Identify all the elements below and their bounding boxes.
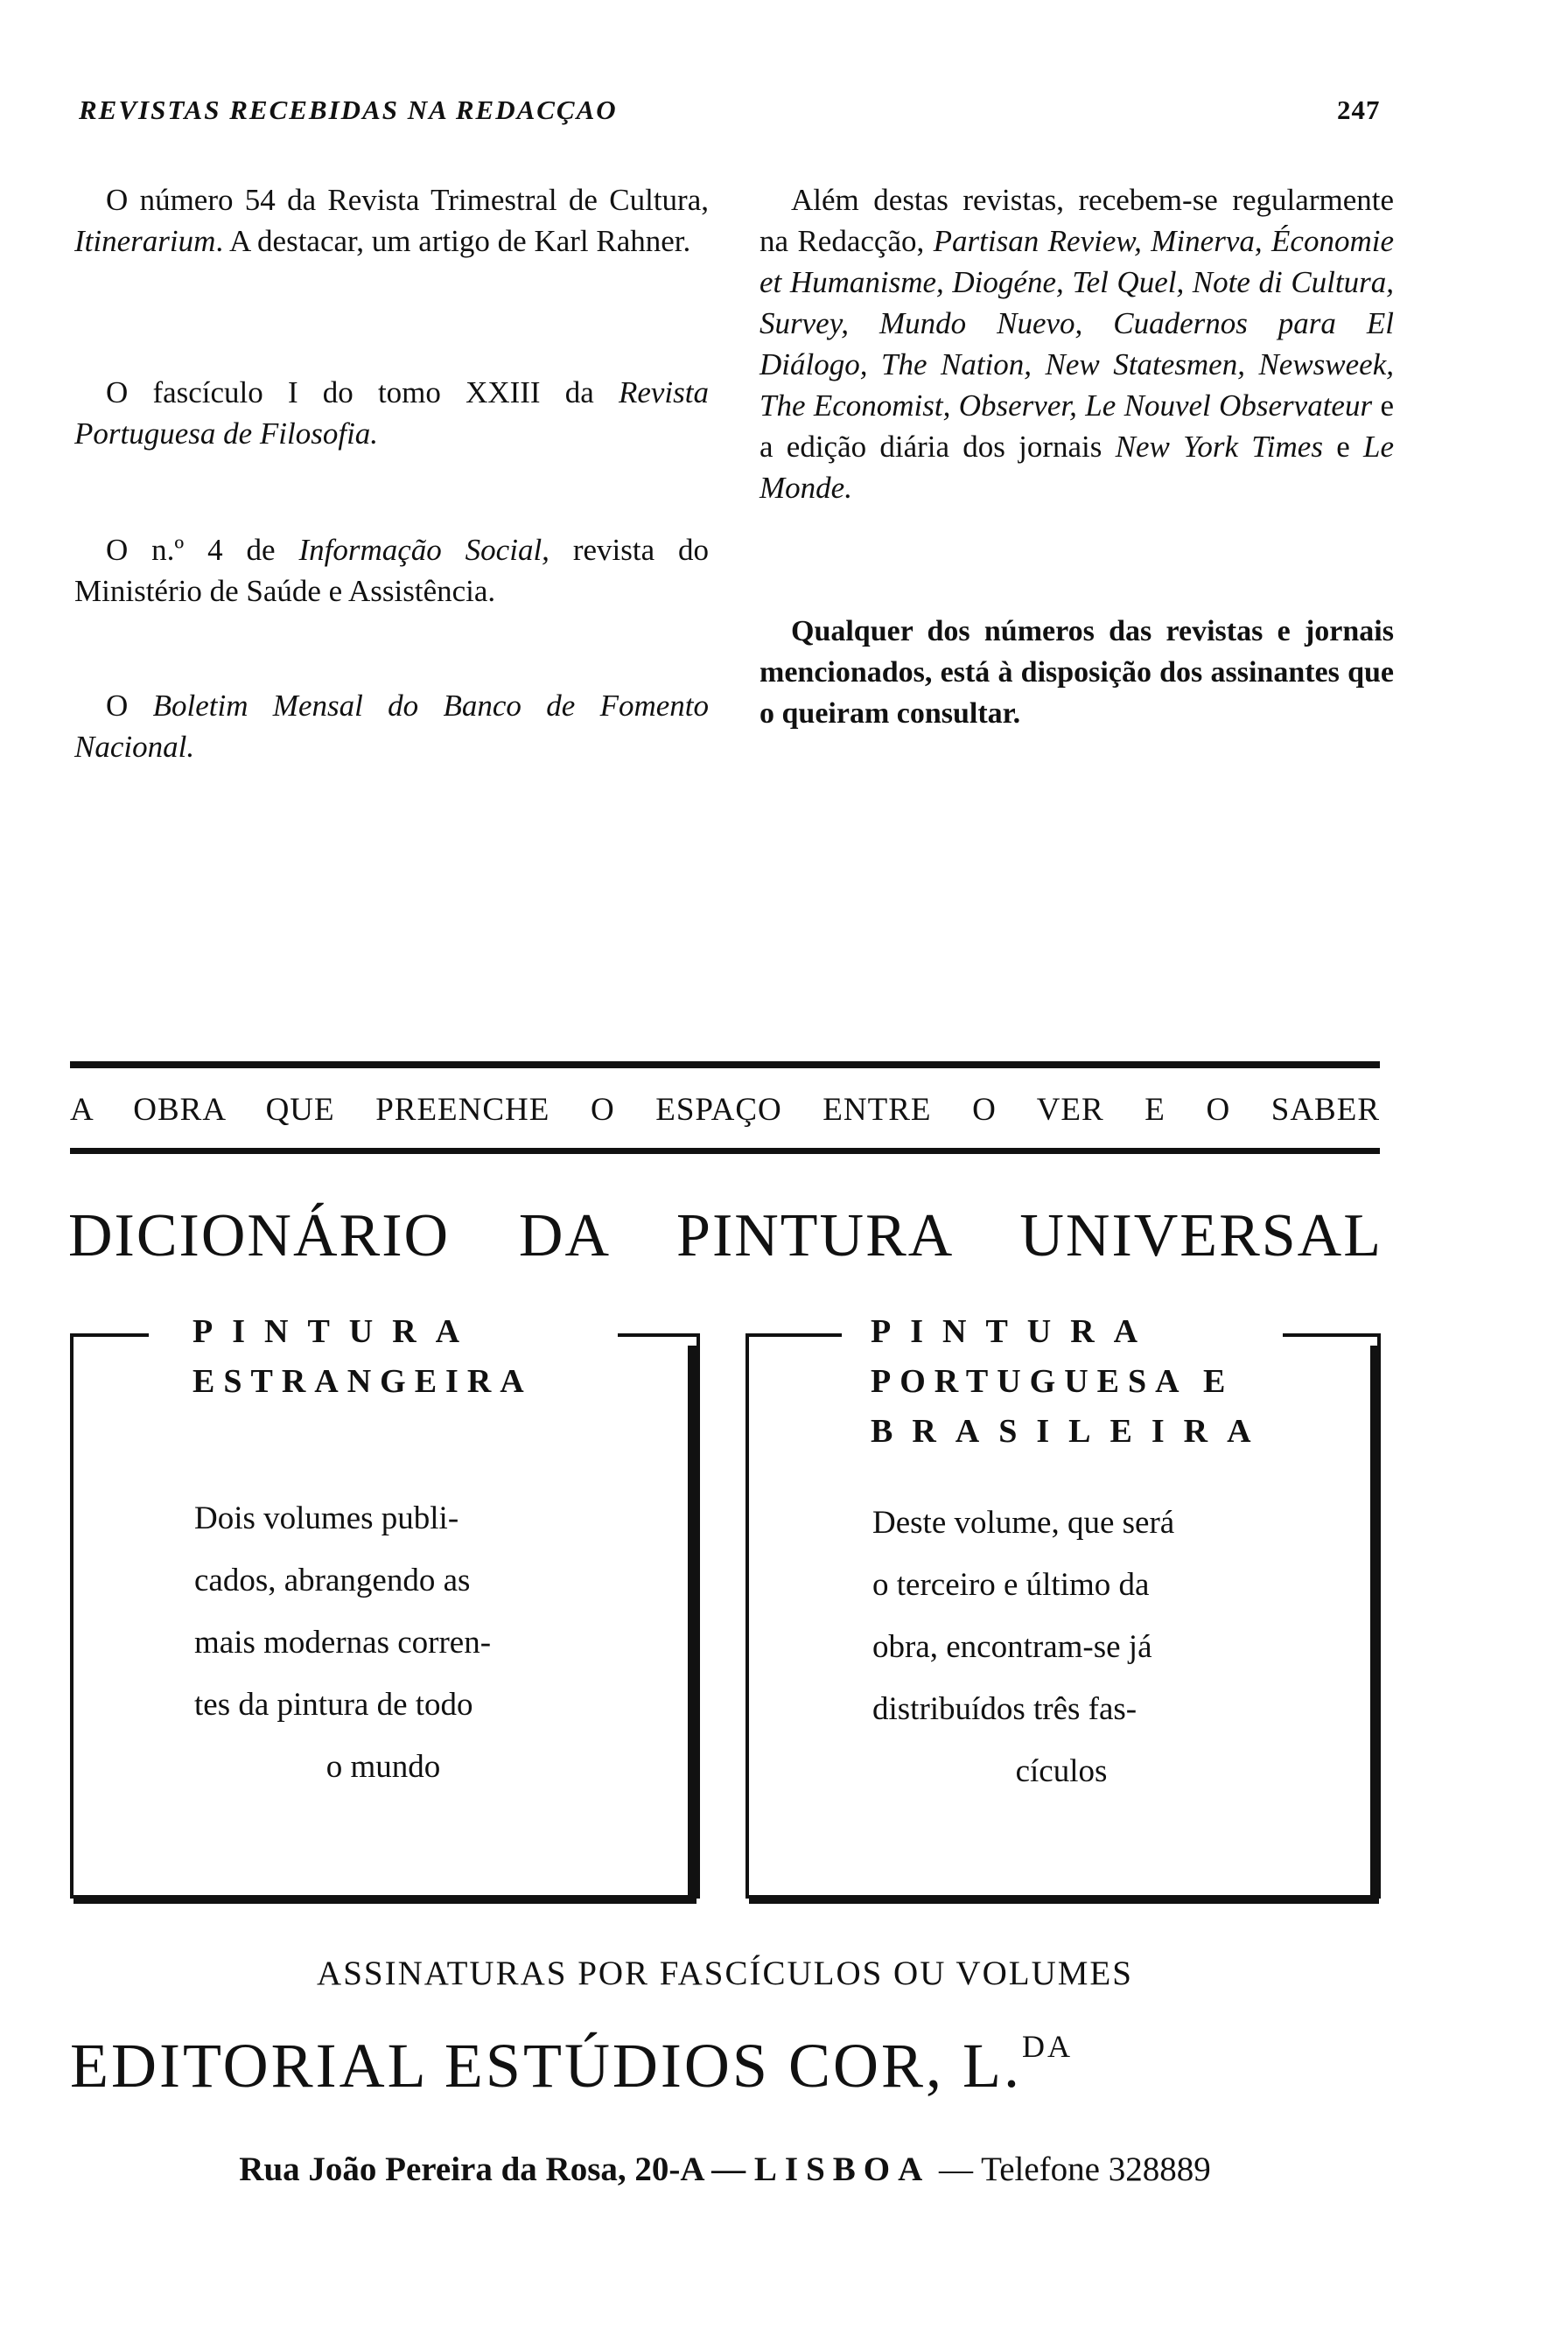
left-column (74, 179, 709, 262)
ad-tagline: A OBRA QUE PREENCHE O ESPAÇO ENTRE O VER E O SABER (70, 1092, 1380, 1128)
box-line: mais modernas corren- (194, 1625, 492, 1661)
magazines-paragraph (760, 179, 1394, 508)
box-right-shadow (1370, 1346, 1379, 1899)
item-revista-filosofia (74, 372, 709, 454)
item-italic: Revista Portuguesa de Filosofia. (74, 375, 709, 451)
heading-line: PINTURA (192, 1313, 480, 1350)
para-text: Além destas revistas, recebem-se regularmente na Redacção, (760, 183, 1394, 258)
para-italic: Partisan Review, Minerva, Économie et Humanisme, Diogéne, Tel Quel, Note di Cultura, Survey, Mundo Nuevo, Cuadernos para El Diálogo, The Nation, New Statesmen, Newsweek, The Economist, Observer, Le Nouvel Observateur (760, 224, 1394, 423)
box-left-shadow (688, 1346, 696, 1899)
box-line: cados, abrangendo as (194, 1563, 471, 1598)
box-left-shadow (74, 1895, 696, 1904)
subscriptions-line: ASSINATURAS POR FASCÍCULOS OU VOLUMES (317, 1955, 1133, 1992)
para-text: e (1322, 430, 1363, 464)
box-left-text (194, 1487, 572, 1798)
para-italic: Le Monde. (760, 430, 1394, 505)
ad-title: DICIONÁRIO DA PINTURA UNIVERSAL (68, 1202, 1382, 1269)
right-column (760, 179, 1394, 508)
item-italic: Boletim Mensal do Banco de Fomento Nacional. (74, 689, 709, 764)
item-text: . A destacar, um artigo de Karl Rahner. (215, 224, 691, 258)
item-boletim-mensal (74, 685, 709, 767)
address-city: LISBOA (753, 2151, 931, 2188)
box-line: Dois volumes publi- (194, 1500, 459, 1536)
heading-line: BRASILEIRA (871, 1413, 1270, 1450)
left-column-item4 (74, 685, 709, 767)
box-line: distribuídos três fas- (872, 1691, 1138, 1727)
publisher-address (70, 2150, 1380, 2189)
left-column-item3 (74, 529, 709, 612)
address-phone: — Telefone 328889 (930, 2151, 1211, 2188)
box-right-shadow (749, 1895, 1379, 1904)
para-italic: New York Times (1115, 430, 1323, 464)
item-text: revista do Ministério de Saúde e Assistência. (74, 533, 709, 608)
box-right-text (872, 1492, 1250, 1802)
left-column-item2 (74, 372, 709, 454)
box-line: tes da pintura de todo (194, 1687, 473, 1723)
publisher-text: EDITORIAL ESTÚDIOS COR, L. (70, 2031, 1022, 2101)
box-line: Deste volume, que será (872, 1505, 1175, 1541)
box-right-heading (871, 1307, 1270, 1457)
box-line: obra, encontram-se já (872, 1629, 1152, 1665)
item-text: O fascículo I do tomo XXIII da (106, 375, 619, 409)
heading-line: ESTRANGEIRA (192, 1363, 533, 1400)
box-line: cículos (1015, 1753, 1108, 1789)
availability-notice (760, 611, 1394, 734)
item-italic: Informação Social, (298, 533, 550, 567)
publisher-name (70, 2028, 1380, 2102)
item-text: O número 54 da Revista Trimestral de Cultura, (106, 183, 709, 217)
box-line: o mundo (326, 1749, 441, 1785)
para-text: e a edição diária dos jornais (760, 388, 1394, 464)
item-itinerarium (74, 179, 709, 262)
ad-tagline-rule (70, 1148, 1380, 1154)
heading-line: PINTURA (871, 1313, 1158, 1350)
address-street: Rua João Pereira da Rosa, 20-A — (239, 2151, 754, 2188)
box-line: o terceiro e último da (872, 1567, 1150, 1603)
notice-text: Qualquer dos números das revistas e jornais mencionados, está à disposição dos assinantes que o queiram consultar. (760, 615, 1394, 730)
page-number: 247 (1337, 94, 1381, 125)
item-italic: Itinerarium (74, 224, 216, 258)
heading-line: PORTUGUESA E (871, 1363, 1235, 1400)
item-text: O n.º 4 de (106, 533, 299, 567)
item-text: O (106, 689, 153, 723)
item-informacao-social (74, 529, 709, 612)
publisher-suffix: DA (1021, 2029, 1073, 2064)
box-left-heading (192, 1307, 533, 1407)
running-title: REVISTAS RECEBIDAS NA REDACÇAO (79, 94, 618, 125)
ad-top-rule (70, 1061, 1380, 1068)
